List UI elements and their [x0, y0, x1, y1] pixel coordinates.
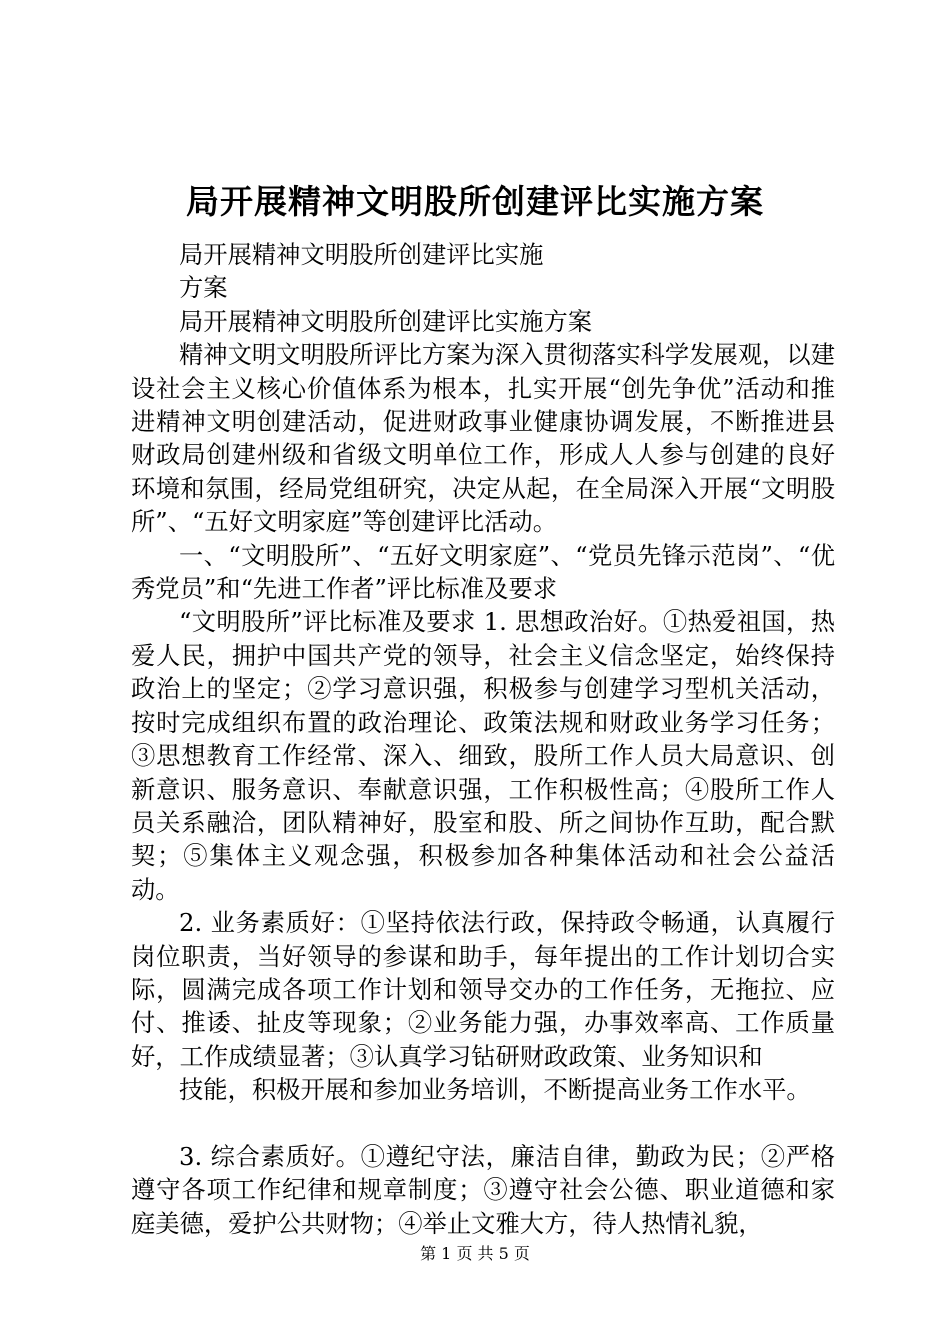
paragraph-intro: 精神文明文明股所评比方案为深入贯彻落实科学发展观，以建设社会主义核心价值体系为根本，扎实开展“创先争优”活动和推进精神文明创建活动，促进财政事业健康协调发展，不断推进县财政局创建州级和省级文明单位工作，形成人人参与创建的良好环境和氛围，经局党组研究，决定从起，在全局深入开展“文明股所”、“五好文明家庭”等创建评比活动。	[131, 340, 836, 537]
document-body	[131, 238, 835, 1240]
subtitle-line-2: 方案	[179, 273, 228, 303]
subtitle-line-1: 局开展精神文明股所创建评比实施	[179, 240, 544, 269]
paragraph-criteria-2: 2. 业务素质好：①坚持依法行政，保持政令畅通，认真履行岗位职责，当好领导的参谋和助手，每年提出的工作计划切合实际，圆满完成各项工作计划和领导交办的工作任务，无拖拉、应付、推诿、扯皮等现象；②业务能力强，办事效率高、工作质量好，工作成绩显著；③认真学习钻研财政政策、业务知识和	[131, 908, 835, 1071]
paragraph-criteria-3: 3. 综合素质好。①遵纪守法，廉洁自律，勤政为民；②严格遵守各项工作纪律和规章制度；③遵守社会公德、职业道德和家庭美德，爱护公共财物；④举止文雅大方，待人热情礼貌，	[131, 1141, 835, 1238]
paragraph-criteria-1: “文明股所”评比标准及要求 1. 思想政治好。①热爱祖国，热爱人民，拥护中国共产党的领导，社会主义信念坚定，始终保持政治上的坚定；②学习意识强，积极参与创建学习型机关活动，按时完成组织布置的政治理论、政策法规和财政业务学习任务；③思想教育工作经常、深入、细致，股所工作人员大局意识、创新意识、服务意识、奉献意识强，工作积极性高；④股所工作人员关系融洽，团队精神好，股室和股、所之间协作互助，配合默契；⑤集体主义观念强，积极参加各种集体活动和社会公益活动。	[131, 607, 835, 904]
subtitle-line-3: 局开展精神文明股所创建评比实施方案	[179, 306, 593, 336]
paragraph-section-heading: 一、“文明股所”、“五好文明家庭”、“党员先锋示范岗”、“优秀党员”和“先进工作者”评比标准及要求	[131, 540, 835, 604]
page-footer: 第 1 页 共 5 页	[420, 1244, 530, 1263]
document-title: 局开展精神文明股所创建评比实施方案	[186, 182, 764, 221]
paragraph-criteria-2-cont: 技能，积极开展和参加业务培训，不断提高业务工作水平。	[179, 1075, 811, 1105]
